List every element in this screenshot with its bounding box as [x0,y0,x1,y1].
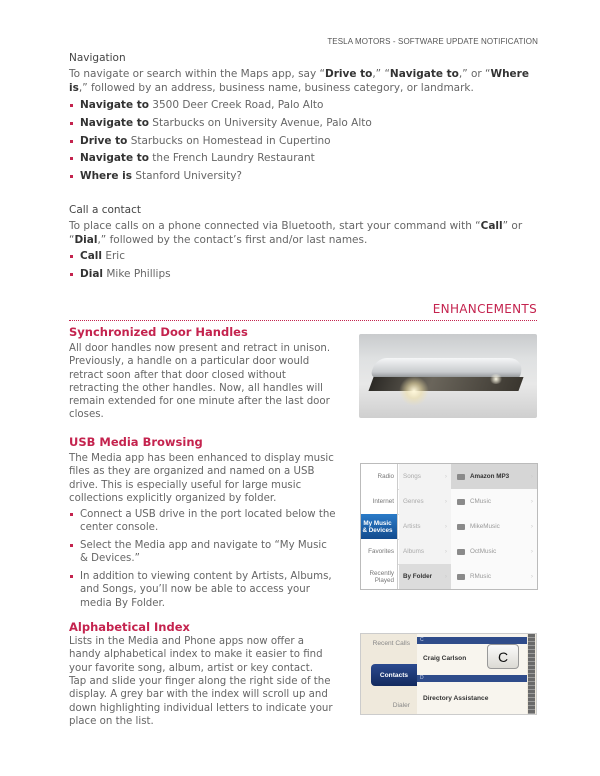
usb-heading: USB Media Browsing [69,435,203,449]
alphabetical-index-body-2: Tap and slide your finger along the right side of the display. A grey bar with the index will scroll up and down highlighting individual letters to indicate your place on the list. [69,676,333,727]
contact-name: Craig Carlson [423,655,467,662]
usb-body: The Media app has been enhanced to display music files as they are organized and named on a USB drive. This is especially useful for large music collections explicitly organized by folder. [69,453,334,504]
list-item: Navigate to the French Laundry Restaurant [69,152,372,170]
tab-contacts: Contacts [371,664,417,686]
tab-recent-calls: Recent Calls [372,640,410,647]
folder-icon [457,474,465,480]
navigation-intro: To navigate or search within the Maps app, say “Drive to,” “Navigate to,” or “Where is,” followed by an address, business name, business category, or landmark. [69,68,529,94]
list-item: Navigate to 3500 Deer Creek Road, Palo Alto [69,99,372,117]
alphabetical-index-heading: Alphabetical Index [69,620,190,634]
usb-steps [69,508,337,615]
media-folder-item: RMusic › [451,564,537,589]
list-item: Navigate to Starbucks on University Avenue, Palo Alto [69,117,372,135]
media-folder-item: CMusic › [451,489,537,514]
media-category-item: Songs › [399,464,451,489]
call-heading: Call a contact [69,204,142,216]
folder-icon [457,574,465,580]
contacts-screenshot [360,633,537,715]
list-item: In addition to viewing content by Artists, Albums, and Songs, you’ll now be able to access your media By Folder. [69,570,337,610]
list-item: Select the Media app and navigate to “My Music & Devices.” [69,539,337,566]
door-handle-image [359,334,537,418]
navigation-examples [69,99,372,188]
tab-dialer: Dialer [392,702,410,709]
navigation-heading: Navigation [69,52,126,64]
media-source-item: Favorites [361,539,398,564]
alphabet-index-scrollbar [528,634,535,714]
document-header: TESLA MOTORS - SOFTWARE UPDATE NOTIFICATION [327,37,538,46]
list-item: Call Eric [69,250,171,268]
list-item: Connect a USB drive in the port located below the center console. [69,508,337,535]
call-intro: To place calls on a phone connected via Bluetooth, start your command with “Call” or “Dial,” followed by the contact’s first and/or last names. [69,220,523,246]
section-header: D [417,675,527,682]
contact-name: Directory Assistance [423,695,489,702]
door-handles-heading: Synchronized Door Handles [69,325,248,339]
media-browser-screenshot [360,463,538,590]
media-category-item: Artists › [399,514,451,539]
enhancements-section-label: ENHANCEMENTS [69,302,537,321]
media-source-item: Radio [361,464,398,489]
media-category-item: By Folder › [399,564,451,589]
list-item: Dial Mike Phillips [69,268,171,286]
alphabetical-index-body-1: Lists in the Media and Phone apps now offer a handy alphabetical index to make it easier to find your favorite song, album, artist or key contact. [69,636,323,674]
folder-icon [457,549,465,555]
folder-icon [457,499,465,505]
media-source-item: Recently Played [361,564,398,589]
media-source-item: Internet [361,489,398,514]
section-header: C [417,637,527,644]
media-folder-item: OctMusic › [451,539,537,564]
media-category-item: Genres › [399,489,451,514]
list-item: Drive to Starbucks on Homestead in Cupertino [69,135,372,153]
list-item: Where is Stanford University? [69,170,372,188]
folder-icon [457,524,465,530]
index-letter-bubble: C [487,644,519,669]
media-folder-item: MikeMusic › [451,514,537,539]
door-handles-body: All door handles now present and retract in unison. Previously, a handle on a particular door would retract soon after that door closed without retracting the other handles. Now, all handles will remain extended for one minute after the last door closes. [69,343,331,421]
media-source-item: My Music & Devices [361,514,398,539]
call-examples [69,250,171,286]
media-category-item: Albums › [399,539,451,564]
media-folder-item: Amazon MP3 › [451,464,537,489]
